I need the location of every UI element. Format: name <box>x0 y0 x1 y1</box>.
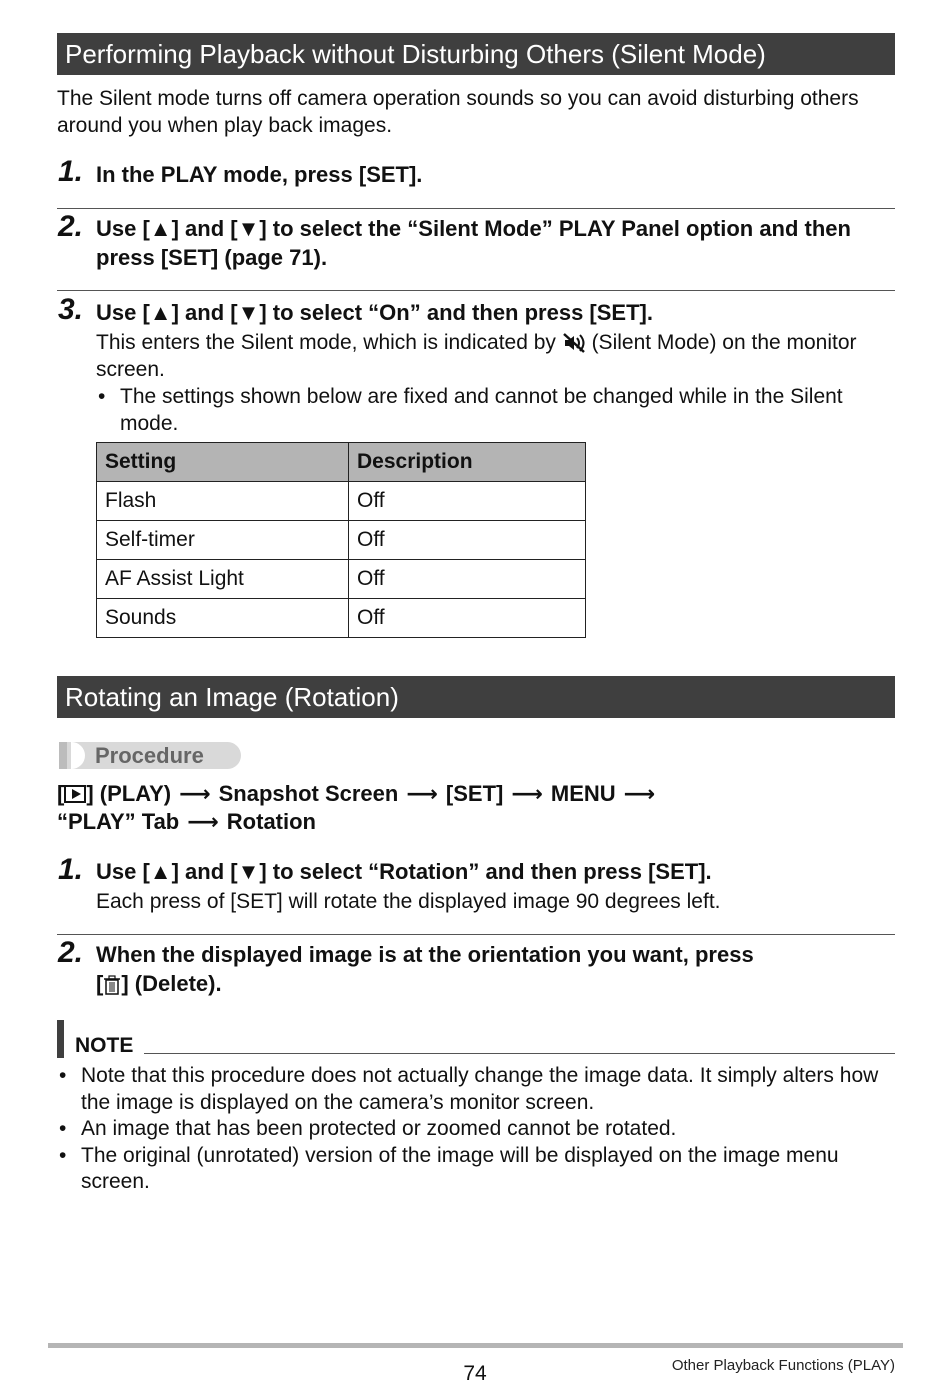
arrow-right-icon: ⟶ <box>511 781 543 806</box>
play-icon <box>64 785 86 803</box>
silent-mode-intro: The Silent mode turns off camera operation sounds so you can avoid disturbing others around you when play back images. <box>57 87 859 137</box>
up-triangle-icon: ▲ <box>149 859 172 884</box>
divider <box>57 290 895 291</box>
list-item <box>57 1116 895 1143</box>
list-item <box>57 1143 895 1196</box>
step-1-number: 1. <box>58 155 84 188</box>
arrow-right-icon: ⟶ <box>187 809 219 834</box>
step-3-heading-part: Use [ <box>96 300 150 325</box>
note-text: An image that has been protected or zoomed cannot be rotated. <box>81 1117 677 1140</box>
section-title-rotation: Rotating an Image (Rotation) <box>57 676 895 718</box>
step-3-heading-part: ] and [ <box>171 300 238 325</box>
list-item <box>57 1063 895 1116</box>
arrow-right-icon: ⟶ <box>623 781 656 806</box>
table-row <box>97 521 586 560</box>
table-row <box>97 482 586 521</box>
bullet: • <box>59 1117 67 1140</box>
up-triangle-icon: ▲ <box>149 216 172 241</box>
arrow-right-icon: ⟶ <box>179 781 211 806</box>
step-3-description <box>96 329 886 383</box>
bullet: • <box>59 1064 67 1087</box>
table-cell: Self-timer <box>97 521 349 560</box>
down-triangle-icon: ▼ <box>237 300 260 325</box>
rotation-step-1-number: 1. <box>58 853 84 886</box>
table-row <box>97 599 586 638</box>
section-title-silent-mode: Performing Playback without Disturbing Others (Silent Mode) <box>57 33 895 75</box>
table-cell: Off <box>349 560 586 599</box>
trash-icon <box>103 971 121 996</box>
silent-mode-icon <box>562 331 586 354</box>
table-cell: Sounds <box>97 599 349 638</box>
divider <box>57 208 895 209</box>
bullet-text: The settings shown below are fixed and cannot be changed while in the Silent mode. <box>120 385 843 435</box>
column-header-description: Description <box>349 443 586 482</box>
rotation-step-2-number: 2. <box>58 936 84 969</box>
step-3-body <box>96 329 886 437</box>
note-marker <box>57 1020 64 1058</box>
silent-mode-settings-table <box>96 442 586 638</box>
table-cell: Flash <box>97 482 349 521</box>
rotation-step-2-heading-part: ] (Delete). <box>121 971 222 996</box>
path-play-tab: “PLAY” Tab <box>57 809 180 834</box>
procedure-label <box>59 742 241 769</box>
path-rotation: Rotation <box>226 809 316 834</box>
rotation-step-1-body: Each press of [SET] will rotate the displayed image 90 degrees left. <box>96 890 721 913</box>
path-bracket: [ <box>57 781 65 806</box>
menu-path-line-1 <box>57 780 663 808</box>
note-text: Note that this procedure does not actually change the image data. It simply alters how the image is displayed on the camera’s monitor screen. <box>81 1064 879 1114</box>
menu-path-line-2 <box>57 808 316 836</box>
step-1-heading: In the PLAY mode, press [SET]. <box>96 162 423 187</box>
table-cell: Off <box>349 599 586 638</box>
rotation-step-2-heading-part: [ <box>96 971 104 996</box>
table-cell: Off <box>349 521 586 560</box>
up-triangle-icon: ▲ <box>149 300 172 325</box>
page-number: 74 <box>463 1362 487 1385</box>
procedure-marker-icon <box>59 742 67 769</box>
footer-chapter-title: Other Playback Functions (PLAY) <box>671 1357 895 1374</box>
step-2-heading-part: ] to select the “Silent Mode” PLAY Panel option and then press [SET] (page 71). <box>96 216 851 270</box>
step-2-heading <box>96 214 886 272</box>
step-3-number: 3. <box>58 293 84 326</box>
arrow-right-icon: ⟶ <box>406 781 438 806</box>
note-divider <box>144 1053 895 1054</box>
bullet: • <box>59 1143 67 1167</box>
column-header-setting: Setting <box>97 443 349 482</box>
path-menu: MENU <box>550 781 616 806</box>
divider <box>57 934 895 935</box>
path-snapshot-screen: Snapshot Screen <box>218 781 399 806</box>
step-2-heading-part: ] and [ <box>171 216 238 241</box>
table-cell: Off <box>349 482 586 521</box>
rotation-step-2-heading <box>96 940 886 998</box>
path-set: [SET] <box>445 781 504 806</box>
note-list <box>57 1063 895 1196</box>
procedure-curve <box>71 742 85 769</box>
rotation-step-1-heading-part: ] and [ <box>171 859 238 884</box>
footer-rule <box>48 1343 903 1348</box>
step-3-text: (Silent Mode) on the monitor screen. <box>96 331 857 381</box>
step-2-number: 2. <box>58 210 84 243</box>
down-triangle-icon: ▼ <box>237 859 260 884</box>
rotation-step-1-heading <box>96 857 886 886</box>
bullet: • <box>98 385 106 408</box>
note-text: The original (unrotated) version of the image will be displayed on the image menu screen. <box>81 1143 839 1193</box>
table-row <box>97 560 586 599</box>
table-header-row <box>97 443 586 482</box>
path-play: ] (PLAY) <box>86 781 172 806</box>
list-item <box>96 383 886 437</box>
rotation-step-2-heading-part: When the displayed image is at the orientation you want, press <box>96 942 754 967</box>
rotation-step-1-heading-part: Use [ <box>96 859 150 884</box>
rotation-step-1-heading-part: ] to select “Rotation” and then press [SET]. <box>259 859 712 884</box>
procedure-label-text: Procedure <box>95 743 204 768</box>
down-triangle-icon: ▼ <box>237 216 260 241</box>
step-3-text: This enters the Silent mode, which is indicated by <box>96 331 562 354</box>
note-label: NOTE <box>75 1034 134 1057</box>
step-3-heading-part: ] to select “On” and then press [SET]. <box>259 300 653 325</box>
step-2-heading-part: Use [ <box>96 216 150 241</box>
table-cell: AF Assist Light <box>97 560 349 599</box>
step-3-heading <box>96 298 886 327</box>
